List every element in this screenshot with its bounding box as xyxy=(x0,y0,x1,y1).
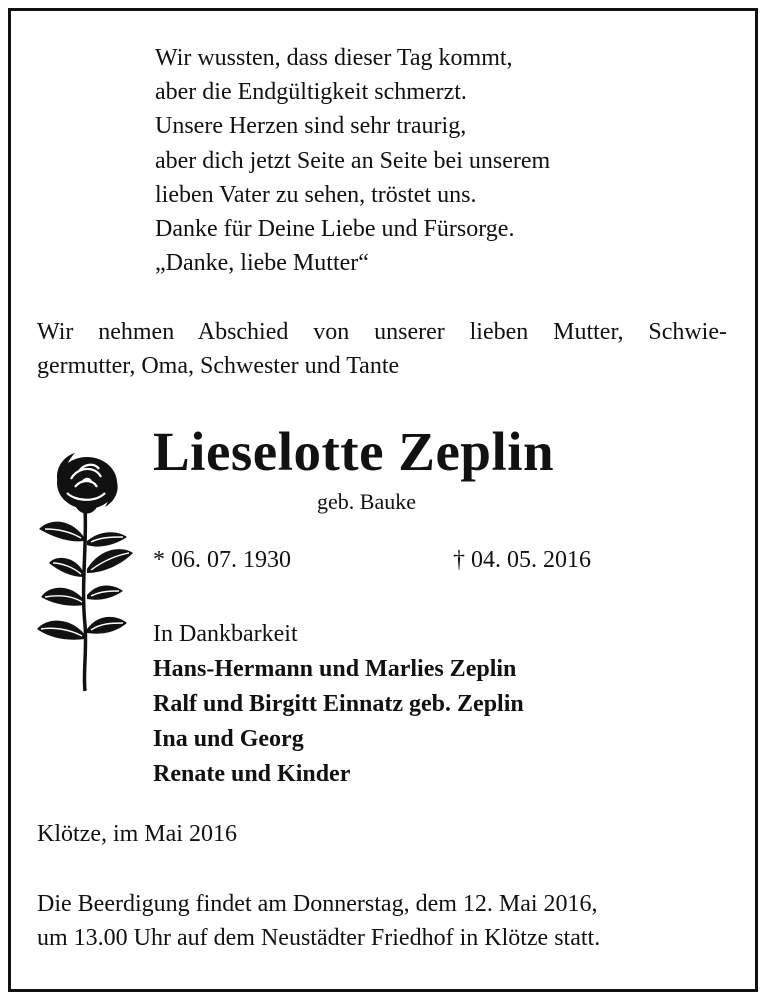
funeral-notice-line: Die Beerdigung findet am Donnerstag, dem 12. Mai 2016, xyxy=(37,891,598,917)
farewell-intro-line: germutter, Oma, Schwester und Tante xyxy=(37,353,400,379)
rose-icon xyxy=(35,445,135,693)
poem-line: Wir wussten, dass dieser Tag kommt, xyxy=(155,45,513,71)
poem-line: aber dich jetzt Seite an Seite bei unserem xyxy=(155,147,551,174)
farewell-intro xyxy=(37,315,727,383)
birth-date: * 06. 07. 1930 xyxy=(153,547,291,573)
death-date: † 04. 05. 2016 xyxy=(453,547,591,573)
funeral-notice xyxy=(37,887,600,955)
funeral-notice-line: um 13.00 Uhr auf dem Neustädter Friedhof in Klötze statt. xyxy=(37,925,601,951)
poem-line: Danke für Deine Liebe und Fürsorge. xyxy=(155,215,515,242)
mourner-name: Ina und Georg xyxy=(153,726,304,752)
place-and-date: Klötze, im Mai 2016 xyxy=(37,821,237,847)
poem-line: lieben Vater zu sehen, tröstet uns. xyxy=(155,181,477,208)
poem-line: „Danke, liebe Mutter“ xyxy=(155,250,369,277)
mourners-list xyxy=(153,617,524,792)
mourner-name: Renate und Kinder xyxy=(153,761,351,787)
poem-line: aber die Endgültigkeit schmerzt. xyxy=(155,79,467,106)
mourners-heading: In Dankbarkeit xyxy=(153,621,298,647)
farewell-intro-line: Wir nehmen Abschied von unserer lieben Mutter, Schwie- xyxy=(37,319,727,345)
mourner-name: Hans-Hermann und Marlies Zeplin xyxy=(153,656,517,682)
deceased-name: Lieselotte Zeplin xyxy=(153,421,555,482)
obituary-frame xyxy=(8,8,758,992)
poem xyxy=(155,41,550,280)
mourner-name: Ralf und Birgitt Einnatz geb. Zeplin xyxy=(153,691,524,717)
poem-line: Unsere Herzen sind sehr traurig, xyxy=(155,113,467,140)
maiden-name: geb. Bauke xyxy=(317,489,416,514)
